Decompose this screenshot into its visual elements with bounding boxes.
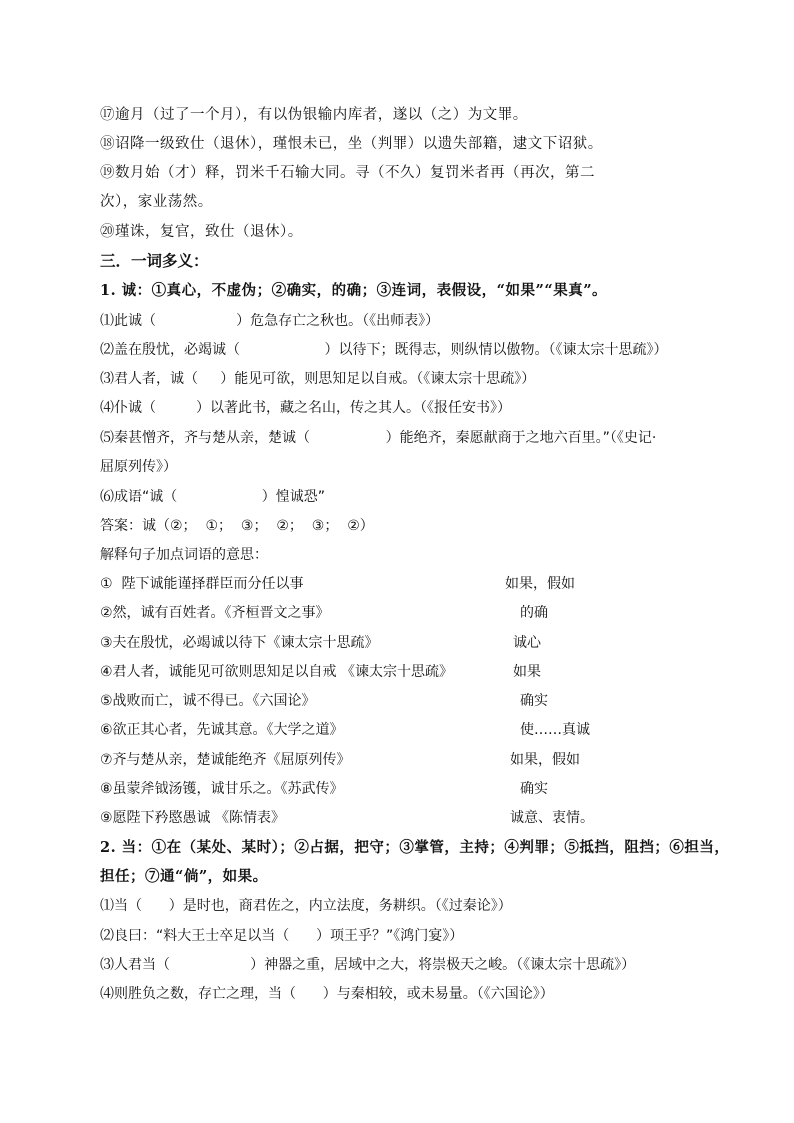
example-meaning: 使……真诚 (520, 722, 590, 738)
note-19-cont: 次），家业荡然。 (100, 194, 213, 210)
example-sentence: ③夫在殷忧，必竭诚以待下《谏太宗十思疏》 (100, 635, 379, 651)
cheng-item: ⑶君人者，诚（ ）能见可欲，则思知足以自戒。（《谏太宗十思疏》） (100, 371, 536, 387)
dang-heading-cont: 担任；⑦通“倘”，如果。 (100, 868, 268, 885)
example-sentence: ⑧虽蒙斧钺汤镬，诚甘乐之。《苏武传》 (100, 781, 344, 797)
cheng-item: ⑷仆诚（ ）以著此书，藏之名山，传之其人。（《报任安书》） (100, 400, 512, 416)
example-meaning: 确实 (520, 781, 548, 797)
cheng-item: ⑹成语“诚（ ）惶诚恐” (100, 489, 326, 505)
dang-item: ⑵良曰：“料大王士卒足以当（ ）项王乎？”《鸿门宴》） (100, 928, 464, 944)
dang-item: ⑶人君当（ ）神器之重，居域中之大，将崇极天之峻。（《谏太宗十思疏》） (100, 957, 636, 973)
note-19: ⑲数月始（才）释，罚米千石输大同。寻（不久）复罚米者再（再次，第二 (100, 165, 595, 181)
note-17: ⑰逾月（过了一个月），有以伪银输内库者，遂以（之）为文罪。 (100, 107, 528, 123)
example-sentence: ②然，诚有百姓者。《齐桓晋文之事》 (100, 605, 330, 621)
cheng-heading: 1. 诚：①真心，不虚伪；②确实，的确；③连词，表假设，“如果”“果真”。 (100, 282, 608, 299)
example-meaning: 确实 (520, 693, 548, 709)
example-meaning: 诚意、衷情。 (510, 810, 594, 826)
note-20: ⑳瑾诛，复官，致仕（退休）。 (100, 224, 303, 240)
example-sentence: ④君人者，诚能见可欲则思知足以自戒 《谏太宗十思疏》 (100, 664, 453, 680)
example-sentence: ⑤战败而亡，诚不得已。《六国论》 (100, 693, 316, 709)
dang-item: ⑷则胜负之数，存亡之理，当（ ）与秦相较，或未易量。（《六国论》） (100, 986, 554, 1002)
cheng-answer: 答案：诚（②； ①； ③； ②； ③； ②） (100, 518, 374, 534)
example-sentence: ⑨愿陛下矜愍愚诚 《陈情表》 (100, 810, 286, 826)
explain-title: 解释句子加点词语的意思： (100, 547, 268, 563)
example-meaning: 如果，假如 (505, 576, 575, 592)
example-meaning: 如果，假如 (510, 752, 580, 768)
cheng-item-cont: 屈原列传》） (100, 459, 177, 475)
example-sentence: ⑦齐与楚从亲，楚诚能绝齐《屈原列传》 (100, 752, 351, 768)
example-meaning: 的确 (520, 605, 548, 621)
cheng-item: ⑸秦甚憎齐，齐与楚从亲，楚诚（ ）能绝齐，秦愿献商于之地六百里。”（《史记· (100, 430, 657, 446)
example-sentence: ⑥欲正其心者，先诚其意。《大学之道》 (100, 722, 344, 738)
section-heading: 三．一词多义： (100, 252, 209, 270)
example-sentence: ① 陛下诚能谨择群臣而分任以事 (100, 576, 304, 592)
note-18: ⑱诏降一级致仕（退休），瑾恨未已，坐（判罪）以遗失部籍，逮文下诏狱。 (100, 136, 603, 152)
dang-item: ⑴当（ ）是时也，商君佐之，内立法度，务耕织。（《过秦论》） (100, 898, 512, 914)
example-meaning: 如果 (513, 664, 541, 680)
example-meaning: 诚心 (513, 635, 541, 651)
dang-heading: 2. 当：①在（某处、某时）；②占据，把守；③掌管，主持；④判罪；⑤抵挡，阻挡；⑥担当， (100, 839, 730, 856)
cheng-item: ⑴此诚（ ）危急存亡之秋也。（《出师表》） (100, 313, 440, 329)
cheng-item: ⑵盖在殷忧，必竭诚（ ）以待下；既得志，则纵情以傲物。（《谏太宗十思疏》） (100, 342, 668, 358)
